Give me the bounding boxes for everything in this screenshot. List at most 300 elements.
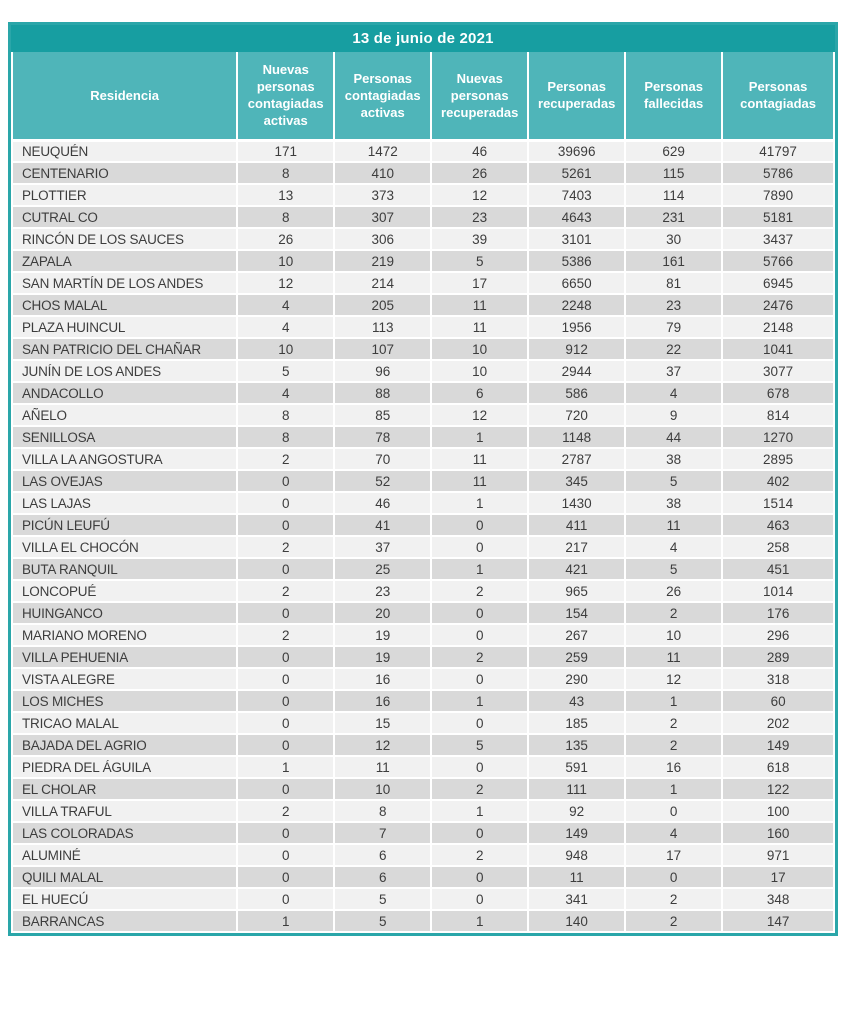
value-cell-personas-fallecidas: 11	[625, 646, 722, 668]
column-header-personas-recuperadas: Personas recuperadas	[528, 52, 625, 140]
value-cell-nuevas-personas-contagiadas-activas: 1	[237, 756, 334, 778]
value-cell-personas-recuperadas: 11	[528, 866, 625, 888]
value-cell-personas-fallecidas: 11	[625, 514, 722, 536]
residence-cell: BUTA RANQUIL	[12, 558, 237, 580]
value-cell-personas-contagiadas: 402	[722, 470, 834, 492]
value-cell-personas-contagiadas: 60	[722, 690, 834, 712]
value-cell-nuevas-personas-contagiadas-activas: 0	[237, 822, 334, 844]
value-cell-personas-contagiadas-activas: 219	[334, 250, 431, 272]
value-cell-personas-contagiadas: 1514	[722, 492, 834, 514]
residence-cell: SAN MARTÍN DE LOS ANDES	[12, 272, 237, 294]
value-cell-personas-contagiadas: 348	[722, 888, 834, 910]
table-row	[12, 536, 834, 558]
value-cell-nuevas-personas-contagiadas-activas: 12	[237, 272, 334, 294]
residence-cell: VILLA LA ANGOSTURA	[12, 448, 237, 470]
value-cell-personas-contagiadas: 1270	[722, 426, 834, 448]
table-row	[12, 294, 834, 316]
residence-cell: CUTRAL CO	[12, 206, 237, 228]
value-cell-nuevas-personas-contagiadas-activas: 2	[237, 800, 334, 822]
value-cell-personas-fallecidas: 37	[625, 360, 722, 382]
residence-cell: PLAZA HUINCUL	[12, 316, 237, 338]
value-cell-personas-contagiadas-activas: 1472	[334, 140, 431, 162]
value-cell-nuevas-personas-recuperadas: 0	[431, 888, 528, 910]
value-cell-personas-fallecidas: 0	[625, 866, 722, 888]
value-cell-personas-recuperadas: 185	[528, 712, 625, 734]
value-cell-personas-fallecidas: 114	[625, 184, 722, 206]
value-cell-personas-recuperadas: 345	[528, 470, 625, 492]
value-cell-personas-contagiadas: 41797	[722, 140, 834, 162]
value-cell-personas-recuperadas: 5386	[528, 250, 625, 272]
table-row	[12, 734, 834, 756]
value-cell-personas-contagiadas-activas: 113	[334, 316, 431, 338]
residence-cell: EL HUECÚ	[12, 888, 237, 910]
table-row	[12, 756, 834, 778]
residence-cell: TRICAO MALAL	[12, 712, 237, 734]
value-cell-nuevas-personas-contagiadas-activas: 0	[237, 734, 334, 756]
residence-cell: LONCOPUÉ	[12, 580, 237, 602]
value-cell-personas-fallecidas: 2	[625, 910, 722, 932]
residence-cell: LAS LAJAS	[12, 492, 237, 514]
value-cell-personas-fallecidas: 2	[625, 712, 722, 734]
residence-cell: BARRANCAS	[12, 910, 237, 932]
value-cell-personas-contagiadas-activas: 15	[334, 712, 431, 734]
residence-cell: VILLA EL CHOCÓN	[12, 536, 237, 558]
value-cell-personas-contagiadas: 17	[722, 866, 834, 888]
value-cell-personas-contagiadas-activas: 85	[334, 404, 431, 426]
value-cell-personas-contagiadas: 678	[722, 382, 834, 404]
residence-cell: PIEDRA DEL ÁGUILA	[12, 756, 237, 778]
table-row	[12, 668, 834, 690]
value-cell-personas-recuperadas: 135	[528, 734, 625, 756]
value-cell-personas-contagiadas: 122	[722, 778, 834, 800]
value-cell-nuevas-personas-contagiadas-activas: 2	[237, 624, 334, 646]
value-cell-nuevas-personas-contagiadas-activas: 8	[237, 206, 334, 228]
value-cell-personas-contagiadas-activas: 410	[334, 162, 431, 184]
value-cell-personas-recuperadas: 421	[528, 558, 625, 580]
value-cell-personas-fallecidas: 2	[625, 734, 722, 756]
residence-cell: VILLA PEHUENIA	[12, 646, 237, 668]
column-header-row	[12, 52, 834, 140]
residence-cell: NEUQUÉN	[12, 140, 237, 162]
value-cell-personas-contagiadas-activas: 70	[334, 448, 431, 470]
residence-cell: PLOTTIER	[12, 184, 237, 206]
value-cell-personas-fallecidas: 17	[625, 844, 722, 866]
value-cell-nuevas-personas-contagiadas-activas: 0	[237, 712, 334, 734]
value-cell-personas-contagiadas-activas: 78	[334, 426, 431, 448]
table-row	[12, 338, 834, 360]
value-cell-personas-contagiadas: 3437	[722, 228, 834, 250]
value-cell-personas-fallecidas: 22	[625, 338, 722, 360]
value-cell-nuevas-personas-recuperadas: 2	[431, 646, 528, 668]
value-cell-personas-contagiadas: 100	[722, 800, 834, 822]
value-cell-nuevas-personas-recuperadas: 10	[431, 338, 528, 360]
value-cell-personas-contagiadas: 3077	[722, 360, 834, 382]
value-cell-nuevas-personas-recuperadas: 0	[431, 624, 528, 646]
value-cell-personas-fallecidas: 2	[625, 888, 722, 910]
value-cell-personas-contagiadas-activas: 6	[334, 844, 431, 866]
value-cell-personas-fallecidas: 10	[625, 624, 722, 646]
value-cell-nuevas-personas-contagiadas-activas: 0	[237, 492, 334, 514]
table-row	[12, 844, 834, 866]
value-cell-personas-contagiadas-activas: 25	[334, 558, 431, 580]
value-cell-personas-fallecidas: 4	[625, 822, 722, 844]
value-cell-personas-recuperadas: 39696	[528, 140, 625, 162]
value-cell-nuevas-personas-recuperadas: 1	[431, 492, 528, 514]
table-row	[12, 866, 834, 888]
value-cell-personas-fallecidas: 9	[625, 404, 722, 426]
value-cell-personas-contagiadas-activas: 8	[334, 800, 431, 822]
table-row	[12, 492, 834, 514]
value-cell-personas-recuperadas: 290	[528, 668, 625, 690]
table-row	[12, 822, 834, 844]
value-cell-personas-fallecidas: 16	[625, 756, 722, 778]
value-cell-personas-fallecidas: 23	[625, 294, 722, 316]
value-cell-personas-recuperadas: 140	[528, 910, 625, 932]
value-cell-nuevas-personas-contagiadas-activas: 4	[237, 316, 334, 338]
value-cell-personas-fallecidas: 38	[625, 448, 722, 470]
value-cell-personas-contagiadas-activas: 20	[334, 602, 431, 624]
value-cell-personas-contagiadas-activas: 52	[334, 470, 431, 492]
value-cell-personas-fallecidas: 2	[625, 602, 722, 624]
value-cell-personas-fallecidas: 26	[625, 580, 722, 602]
value-cell-nuevas-personas-recuperadas: 11	[431, 448, 528, 470]
value-cell-personas-fallecidas: 629	[625, 140, 722, 162]
value-cell-personas-recuperadas: 591	[528, 756, 625, 778]
value-cell-personas-contagiadas-activas: 96	[334, 360, 431, 382]
table-row	[12, 602, 834, 624]
value-cell-nuevas-personas-recuperadas: 10	[431, 360, 528, 382]
value-cell-personas-contagiadas-activas: 37	[334, 536, 431, 558]
value-cell-personas-recuperadas: 2787	[528, 448, 625, 470]
column-header-personas-fallecidas: Personas fallecidas	[625, 52, 722, 140]
value-cell-personas-contagiadas-activas: 11	[334, 756, 431, 778]
value-cell-nuevas-personas-recuperadas: 11	[431, 470, 528, 492]
value-cell-personas-contagiadas: 2148	[722, 316, 834, 338]
value-cell-personas-contagiadas-activas: 214	[334, 272, 431, 294]
residence-cell: ALUMINÉ	[12, 844, 237, 866]
value-cell-personas-contagiadas: 289	[722, 646, 834, 668]
residence-cell: ANDACOLLO	[12, 382, 237, 404]
value-cell-nuevas-personas-contagiadas-activas: 26	[237, 228, 334, 250]
residence-cell: QUILI MALAL	[12, 866, 237, 888]
value-cell-personas-contagiadas: 1014	[722, 580, 834, 602]
value-cell-personas-fallecidas: 161	[625, 250, 722, 272]
value-cell-nuevas-personas-contagiadas-activas: 10	[237, 338, 334, 360]
value-cell-personas-contagiadas: 147	[722, 910, 834, 932]
table-row	[12, 910, 834, 932]
residence-cell: VISTA ALEGRE	[12, 668, 237, 690]
value-cell-personas-contagiadas-activas: 19	[334, 646, 431, 668]
value-cell-nuevas-personas-recuperadas: 0	[431, 866, 528, 888]
value-cell-personas-contagiadas: 202	[722, 712, 834, 734]
residence-cell: VILLA TRAFUL	[12, 800, 237, 822]
value-cell-nuevas-personas-recuperadas: 11	[431, 294, 528, 316]
value-cell-nuevas-personas-recuperadas: 2	[431, 580, 528, 602]
value-cell-personas-recuperadas: 267	[528, 624, 625, 646]
table-row	[12, 690, 834, 712]
value-cell-personas-contagiadas-activas: 5	[334, 888, 431, 910]
table-row	[12, 470, 834, 492]
table-row	[12, 184, 834, 206]
value-cell-personas-contagiadas: 258	[722, 536, 834, 558]
residence-cell: SENILLOSA	[12, 426, 237, 448]
value-cell-personas-contagiadas: 5766	[722, 250, 834, 272]
value-cell-personas-recuperadas: 92	[528, 800, 625, 822]
value-cell-nuevas-personas-recuperadas: 0	[431, 668, 528, 690]
value-cell-nuevas-personas-contagiadas-activas: 1	[237, 910, 334, 932]
table-row	[12, 360, 834, 382]
value-cell-nuevas-personas-contagiadas-activas: 8	[237, 404, 334, 426]
value-cell-nuevas-personas-contagiadas-activas: 0	[237, 690, 334, 712]
residence-cell: EL CHOLAR	[12, 778, 237, 800]
value-cell-personas-fallecidas: 79	[625, 316, 722, 338]
value-cell-personas-contagiadas-activas: 373	[334, 184, 431, 206]
value-cell-personas-contagiadas-activas: 88	[334, 382, 431, 404]
value-cell-nuevas-personas-contagiadas-activas: 0	[237, 778, 334, 800]
value-cell-personas-fallecidas: 4	[625, 382, 722, 404]
residence-cell: BAJADA DEL AGRIO	[12, 734, 237, 756]
value-cell-personas-recuperadas: 149	[528, 822, 625, 844]
value-cell-nuevas-personas-recuperadas: 12	[431, 184, 528, 206]
value-cell-personas-contagiadas: 5181	[722, 206, 834, 228]
value-cell-nuevas-personas-recuperadas: 0	[431, 756, 528, 778]
value-cell-personas-fallecidas: 4	[625, 536, 722, 558]
value-cell-personas-contagiadas-activas: 6	[334, 866, 431, 888]
value-cell-personas-recuperadas: 4643	[528, 206, 625, 228]
value-cell-nuevas-personas-recuperadas: 17	[431, 272, 528, 294]
value-cell-personas-contagiadas: 1041	[722, 338, 834, 360]
value-cell-nuevas-personas-recuperadas: 6	[431, 382, 528, 404]
value-cell-nuevas-personas-contagiadas-activas: 4	[237, 382, 334, 404]
value-cell-personas-recuperadas: 965	[528, 580, 625, 602]
value-cell-personas-contagiadas: 971	[722, 844, 834, 866]
value-cell-nuevas-personas-contagiadas-activas: 8	[237, 426, 334, 448]
table-row	[12, 140, 834, 162]
value-cell-personas-recuperadas: 912	[528, 338, 625, 360]
value-cell-personas-fallecidas: 5	[625, 558, 722, 580]
value-cell-personas-recuperadas: 43	[528, 690, 625, 712]
value-cell-personas-recuperadas: 217	[528, 536, 625, 558]
table-header	[12, 52, 834, 140]
table-row	[12, 514, 834, 536]
value-cell-personas-contagiadas: 463	[722, 514, 834, 536]
table-row	[12, 382, 834, 404]
value-cell-nuevas-personas-contagiadas-activas: 2	[237, 536, 334, 558]
value-cell-personas-recuperadas: 2248	[528, 294, 625, 316]
value-cell-personas-contagiadas: 814	[722, 404, 834, 426]
covid-cases-table	[8, 22, 838, 936]
residence-cell: CENTENARIO	[12, 162, 237, 184]
value-cell-personas-recuperadas: 586	[528, 382, 625, 404]
value-cell-nuevas-personas-recuperadas: 11	[431, 316, 528, 338]
value-cell-personas-recuperadas: 5261	[528, 162, 625, 184]
value-cell-nuevas-personas-contagiadas-activas: 0	[237, 514, 334, 536]
data-table	[11, 52, 835, 933]
value-cell-personas-contagiadas: 2476	[722, 294, 834, 316]
table-row	[12, 228, 834, 250]
residence-cell: RINCÓN DE LOS SAUCES	[12, 228, 237, 250]
value-cell-nuevas-personas-recuperadas: 1	[431, 910, 528, 932]
value-cell-personas-contagiadas: 176	[722, 602, 834, 624]
table-row	[12, 316, 834, 338]
residence-cell: AÑELO	[12, 404, 237, 426]
residence-cell: HUINGANCO	[12, 602, 237, 624]
value-cell-nuevas-personas-contagiadas-activas: 5	[237, 360, 334, 382]
value-cell-personas-recuperadas: 154	[528, 602, 625, 624]
table-row	[12, 580, 834, 602]
value-cell-personas-fallecidas: 44	[625, 426, 722, 448]
value-cell-nuevas-personas-contagiadas-activas: 2	[237, 580, 334, 602]
value-cell-personas-fallecidas: 231	[625, 206, 722, 228]
table-row	[12, 162, 834, 184]
value-cell-nuevas-personas-contagiadas-activas: 0	[237, 844, 334, 866]
value-cell-personas-fallecidas: 5	[625, 470, 722, 492]
table-row	[12, 426, 834, 448]
value-cell-nuevas-personas-contagiadas-activas: 0	[237, 866, 334, 888]
value-cell-nuevas-personas-recuperadas: 1	[431, 558, 528, 580]
value-cell-personas-recuperadas: 1956	[528, 316, 625, 338]
column-header-personas-contagiadas-activas: Personas contagiadas activas	[334, 52, 431, 140]
value-cell-personas-fallecidas: 1	[625, 778, 722, 800]
residence-cell: MARIANO MORENO	[12, 624, 237, 646]
value-cell-personas-contagiadas-activas: 16	[334, 690, 431, 712]
value-cell-personas-recuperadas: 720	[528, 404, 625, 426]
value-cell-nuevas-personas-contagiadas-activas: 0	[237, 602, 334, 624]
residence-cell: LAS COLORADAS	[12, 822, 237, 844]
column-header-nuevas-personas-recuperadas: Nuevas personas recuperadas	[431, 52, 528, 140]
value-cell-personas-contagiadas: 2895	[722, 448, 834, 470]
value-cell-personas-contagiadas: 318	[722, 668, 834, 690]
value-cell-nuevas-personas-recuperadas: 46	[431, 140, 528, 162]
value-cell-personas-contagiadas-activas: 10	[334, 778, 431, 800]
value-cell-personas-contagiadas-activas: 7	[334, 822, 431, 844]
value-cell-personas-fallecidas: 81	[625, 272, 722, 294]
value-cell-personas-fallecidas: 0	[625, 800, 722, 822]
value-cell-personas-recuperadas: 411	[528, 514, 625, 536]
value-cell-personas-recuperadas: 259	[528, 646, 625, 668]
column-header-residencia: Residencia	[12, 52, 237, 140]
value-cell-nuevas-personas-recuperadas: 2	[431, 844, 528, 866]
value-cell-personas-contagiadas-activas: 46	[334, 492, 431, 514]
value-cell-nuevas-personas-contagiadas-activas: 0	[237, 888, 334, 910]
value-cell-nuevas-personas-recuperadas: 1	[431, 426, 528, 448]
value-cell-nuevas-personas-contagiadas-activas: 0	[237, 668, 334, 690]
table-title-bar	[11, 25, 835, 52]
value-cell-personas-contagiadas-activas: 41	[334, 514, 431, 536]
value-cell-personas-contagiadas-activas: 107	[334, 338, 431, 360]
residence-cell: ZAPALA	[12, 250, 237, 272]
value-cell-nuevas-personas-contagiadas-activas: 8	[237, 162, 334, 184]
table-row	[12, 646, 834, 668]
value-cell-nuevas-personas-recuperadas: 26	[431, 162, 528, 184]
value-cell-personas-recuperadas: 7403	[528, 184, 625, 206]
value-cell-personas-contagiadas: 149	[722, 734, 834, 756]
value-cell-nuevas-personas-recuperadas: 0	[431, 536, 528, 558]
table-row	[12, 558, 834, 580]
column-header-nuevas-personas-contagiadas-activas: Nuevas personas contagiadas activas	[237, 52, 334, 140]
value-cell-personas-contagiadas: 6945	[722, 272, 834, 294]
value-cell-nuevas-personas-contagiadas-activas: 0	[237, 558, 334, 580]
value-cell-nuevas-personas-contagiadas-activas: 171	[237, 140, 334, 162]
residence-cell: SAN PATRICIO DEL CHAÑAR	[12, 338, 237, 360]
value-cell-personas-contagiadas-activas: 306	[334, 228, 431, 250]
value-cell-nuevas-personas-recuperadas: 2	[431, 778, 528, 800]
value-cell-personas-fallecidas: 38	[625, 492, 722, 514]
column-header-personas-contagiadas: Personas contagiadas	[722, 52, 834, 140]
value-cell-personas-fallecidas: 12	[625, 668, 722, 690]
value-cell-personas-contagiadas: 160	[722, 822, 834, 844]
value-cell-personas-contagiadas-activas: 307	[334, 206, 431, 228]
value-cell-nuevas-personas-recuperadas: 0	[431, 602, 528, 624]
value-cell-personas-fallecidas: 1	[625, 690, 722, 712]
value-cell-personas-contagiadas-activas: 16	[334, 668, 431, 690]
value-cell-personas-recuperadas: 1148	[528, 426, 625, 448]
value-cell-nuevas-personas-recuperadas: 12	[431, 404, 528, 426]
table-row	[12, 800, 834, 822]
residence-cell: PICÚN LEUFÚ	[12, 514, 237, 536]
value-cell-nuevas-personas-recuperadas: 0	[431, 712, 528, 734]
value-cell-nuevas-personas-recuperadas: 5	[431, 250, 528, 272]
table-row	[12, 712, 834, 734]
value-cell-personas-recuperadas: 2944	[528, 360, 625, 382]
value-cell-nuevas-personas-contagiadas-activas: 4	[237, 294, 334, 316]
value-cell-personas-contagiadas-activas: 12	[334, 734, 431, 756]
value-cell-nuevas-personas-contagiadas-activas: 0	[237, 646, 334, 668]
value-cell-personas-contagiadas: 451	[722, 558, 834, 580]
value-cell-personas-contagiadas: 5786	[722, 162, 834, 184]
residence-cell: LOS MICHES	[12, 690, 237, 712]
table-date-title: 13 de junio de 2021	[352, 30, 494, 47]
value-cell-personas-recuperadas: 6650	[528, 272, 625, 294]
value-cell-nuevas-personas-recuperadas: 5	[431, 734, 528, 756]
residence-cell: JUNÍN DE LOS ANDES	[12, 360, 237, 382]
value-cell-personas-recuperadas: 948	[528, 844, 625, 866]
table-body	[12, 140, 834, 932]
value-cell-personas-fallecidas: 30	[625, 228, 722, 250]
table-row	[12, 448, 834, 470]
table-row	[12, 624, 834, 646]
value-cell-nuevas-personas-recuperadas: 39	[431, 228, 528, 250]
value-cell-nuevas-personas-recuperadas: 1	[431, 800, 528, 822]
value-cell-personas-contagiadas-activas: 23	[334, 580, 431, 602]
value-cell-personas-contagiadas-activas: 19	[334, 624, 431, 646]
value-cell-nuevas-personas-recuperadas: 1	[431, 690, 528, 712]
value-cell-personas-recuperadas: 111	[528, 778, 625, 800]
value-cell-personas-contagiadas: 7890	[722, 184, 834, 206]
table-row	[12, 206, 834, 228]
value-cell-nuevas-personas-recuperadas: 0	[431, 822, 528, 844]
value-cell-personas-recuperadas: 1430	[528, 492, 625, 514]
value-cell-personas-fallecidas: 115	[625, 162, 722, 184]
value-cell-nuevas-personas-contagiadas-activas: 13	[237, 184, 334, 206]
table-row	[12, 272, 834, 294]
value-cell-personas-contagiadas: 618	[722, 756, 834, 778]
value-cell-nuevas-personas-recuperadas: 0	[431, 514, 528, 536]
value-cell-personas-contagiadas-activas: 205	[334, 294, 431, 316]
value-cell-nuevas-personas-contagiadas-activas: 2	[237, 448, 334, 470]
value-cell-nuevas-personas-recuperadas: 23	[431, 206, 528, 228]
value-cell-personas-recuperadas: 341	[528, 888, 625, 910]
value-cell-personas-contagiadas: 296	[722, 624, 834, 646]
table-row	[12, 888, 834, 910]
value-cell-personas-contagiadas-activas: 5	[334, 910, 431, 932]
value-cell-personas-recuperadas: 3101	[528, 228, 625, 250]
value-cell-nuevas-personas-contagiadas-activas: 0	[237, 470, 334, 492]
residence-cell: LAS OVEJAS	[12, 470, 237, 492]
table-row	[12, 404, 834, 426]
table-row	[12, 250, 834, 272]
value-cell-nuevas-personas-contagiadas-activas: 10	[237, 250, 334, 272]
